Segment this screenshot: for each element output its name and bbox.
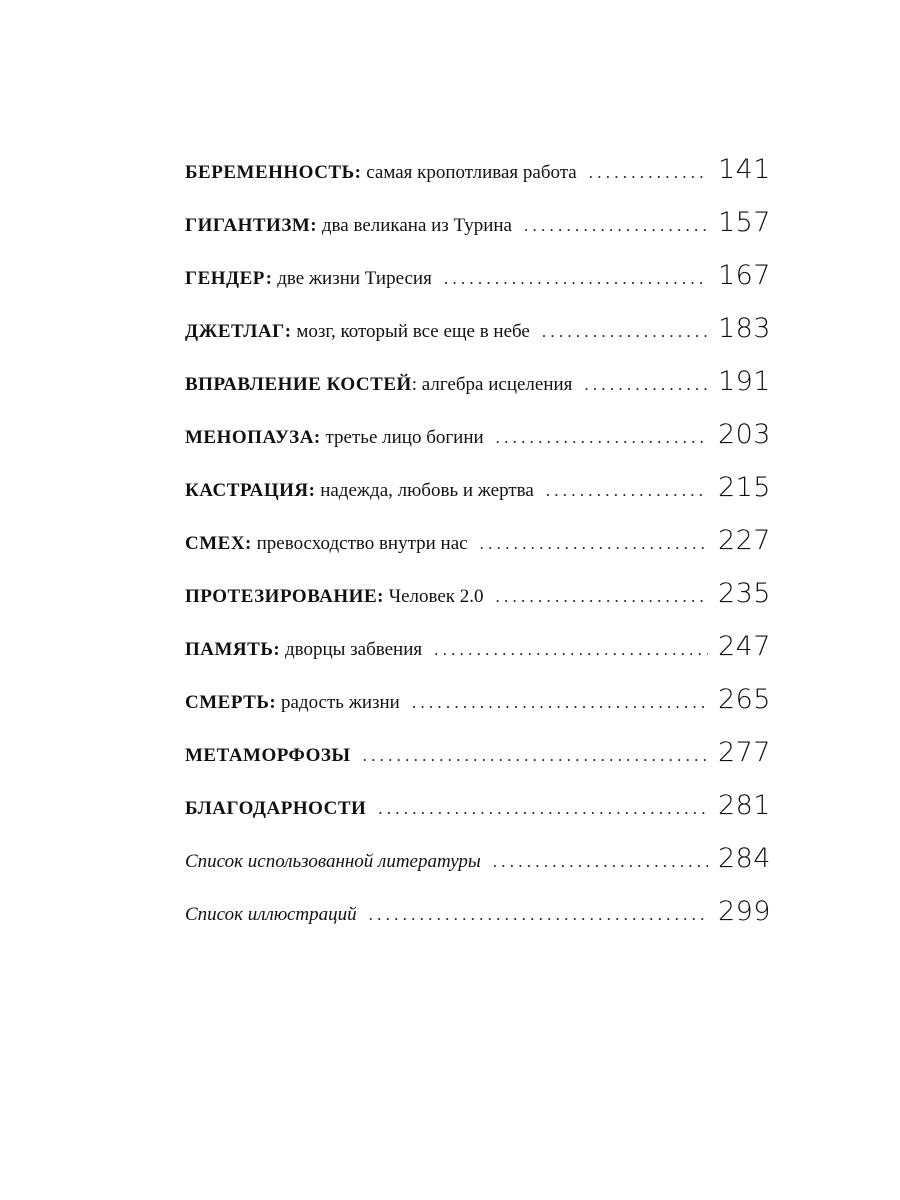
toc-page-number: 167 bbox=[717, 260, 771, 291]
toc-entry-subtitle: два великана из Турина bbox=[321, 215, 512, 236]
toc-entry-acknowledgements bbox=[185, 776, 771, 829]
toc-page-number: 141 bbox=[717, 154, 771, 185]
toc-entry-heading: КАСТРАЦИЯ: bbox=[185, 480, 316, 501]
toc-entry-title bbox=[185, 163, 577, 182]
dot-leader bbox=[412, 694, 708, 711]
toc-entry-title bbox=[185, 587, 484, 606]
toc-page-number: 191 bbox=[717, 366, 771, 397]
toc-entry-heading: БЛАГОДАРНОСТИ bbox=[185, 798, 367, 819]
dot-leader bbox=[493, 853, 708, 870]
dot-leader bbox=[524, 217, 708, 234]
toc-entry-subtitle: надежда, любовь и жертва bbox=[320, 480, 534, 501]
toc-entry-subtitle: третье лицо богини bbox=[325, 427, 484, 448]
dot-leader bbox=[496, 588, 708, 605]
toc-entry-title bbox=[185, 481, 534, 500]
toc-page-number: 157 bbox=[717, 207, 771, 238]
dot-leader bbox=[363, 747, 708, 764]
dot-leader bbox=[444, 270, 708, 287]
toc-entry-heading: ГИГАНТИЗМ: bbox=[185, 215, 318, 236]
toc-entry-illustrations bbox=[185, 882, 771, 935]
toc-entry-pregnancy bbox=[185, 140, 771, 193]
toc-entry-subtitle: : алгебра исцеления bbox=[411, 374, 573, 395]
dot-leader bbox=[584, 376, 708, 393]
dot-leader bbox=[546, 482, 708, 499]
dot-leader bbox=[369, 906, 708, 923]
toc-page-number: 299 bbox=[717, 896, 771, 927]
toc-entry-laughter bbox=[185, 511, 771, 564]
dot-leader bbox=[542, 323, 708, 340]
toc-entry-subtitle: самая кропотливая работа bbox=[366, 162, 577, 183]
toc-entry-death bbox=[185, 670, 771, 723]
toc-entry-title bbox=[185, 269, 432, 288]
toc-entry-title bbox=[185, 428, 484, 447]
toc-appendix-title: Список использованной литературы bbox=[185, 851, 481, 872]
toc-entry-title bbox=[185, 216, 512, 235]
toc-page-number: 277 bbox=[717, 737, 771, 768]
toc-entry-subtitle: две жизни Тиресия bbox=[277, 268, 432, 289]
toc-page-number: 247 bbox=[717, 631, 771, 662]
toc-entry-heading: ПРОТЕЗИРОВАНИЕ: bbox=[185, 586, 384, 607]
toc-entry-title bbox=[185, 746, 351, 765]
dot-leader bbox=[434, 641, 708, 658]
toc-entry-heading: ДЖЕТЛАГ: bbox=[185, 321, 292, 342]
toc-entry-memory bbox=[185, 617, 771, 670]
toc-entry-heading: ГЕНДЕР: bbox=[185, 268, 273, 289]
toc-page-number: 215 bbox=[717, 472, 771, 503]
toc-entry-castration bbox=[185, 458, 771, 511]
toc-entry-title bbox=[185, 375, 572, 394]
dot-leader bbox=[589, 164, 708, 181]
toc-entry-menopause bbox=[185, 405, 771, 458]
table-of-contents bbox=[185, 140, 771, 935]
toc-entry-jetlag bbox=[185, 299, 771, 352]
toc-entry-heading: СМЕРТЬ: bbox=[185, 692, 277, 713]
toc-entry-metamorphoses bbox=[185, 723, 771, 776]
toc-entry-heading: МЕТАМОРФОЗЫ bbox=[185, 745, 351, 766]
toc-entry-heading: ПАМЯТЬ: bbox=[185, 639, 281, 660]
toc-entry-subtitle: превосходство внутри нас bbox=[256, 533, 468, 554]
toc-page-number: 235 bbox=[717, 578, 771, 609]
dot-leader bbox=[496, 429, 708, 446]
toc-entry-subtitle: мозг, который все еще в небе bbox=[296, 321, 530, 342]
dot-leader bbox=[378, 800, 708, 817]
toc-entry-gigantism bbox=[185, 193, 771, 246]
toc-entry-subtitle: Человек 2.0 bbox=[388, 586, 484, 607]
toc-entry-bone-setting bbox=[185, 352, 771, 405]
toc-page-number: 183 bbox=[717, 313, 771, 344]
toc-entry-title bbox=[185, 322, 530, 341]
toc-appendix-title: Список иллюстраций bbox=[185, 904, 357, 925]
toc-entry-title bbox=[185, 534, 468, 553]
toc-entry-title bbox=[185, 640, 422, 659]
toc-entry-prosthetics bbox=[185, 564, 771, 617]
toc-entry-gender bbox=[185, 246, 771, 299]
toc-page-number: 265 bbox=[717, 684, 771, 715]
toc-page-number: 203 bbox=[717, 419, 771, 450]
toc-page-number: 281 bbox=[717, 790, 771, 821]
toc-entry-heading: БЕРЕМЕННОСТЬ: bbox=[185, 162, 362, 183]
toc-entry-heading: ВПРАВЛЕНИЕ КОСТЕЙ bbox=[185, 374, 412, 395]
toc-entry-title bbox=[185, 693, 400, 712]
toc-page-number: 284 bbox=[717, 843, 771, 874]
toc-entry-title bbox=[185, 799, 366, 818]
toc-page-number: 227 bbox=[717, 525, 771, 556]
toc-entry-bibliography bbox=[185, 829, 771, 882]
toc-entry-subtitle: дворцы забвения bbox=[284, 639, 423, 660]
toc-entry-heading: МЕНОПАУЗА: bbox=[185, 427, 321, 448]
toc-entry-subtitle: радость жизни bbox=[280, 692, 400, 713]
dot-leader bbox=[480, 535, 708, 552]
toc-entry-heading: СМЕХ: bbox=[185, 533, 252, 554]
